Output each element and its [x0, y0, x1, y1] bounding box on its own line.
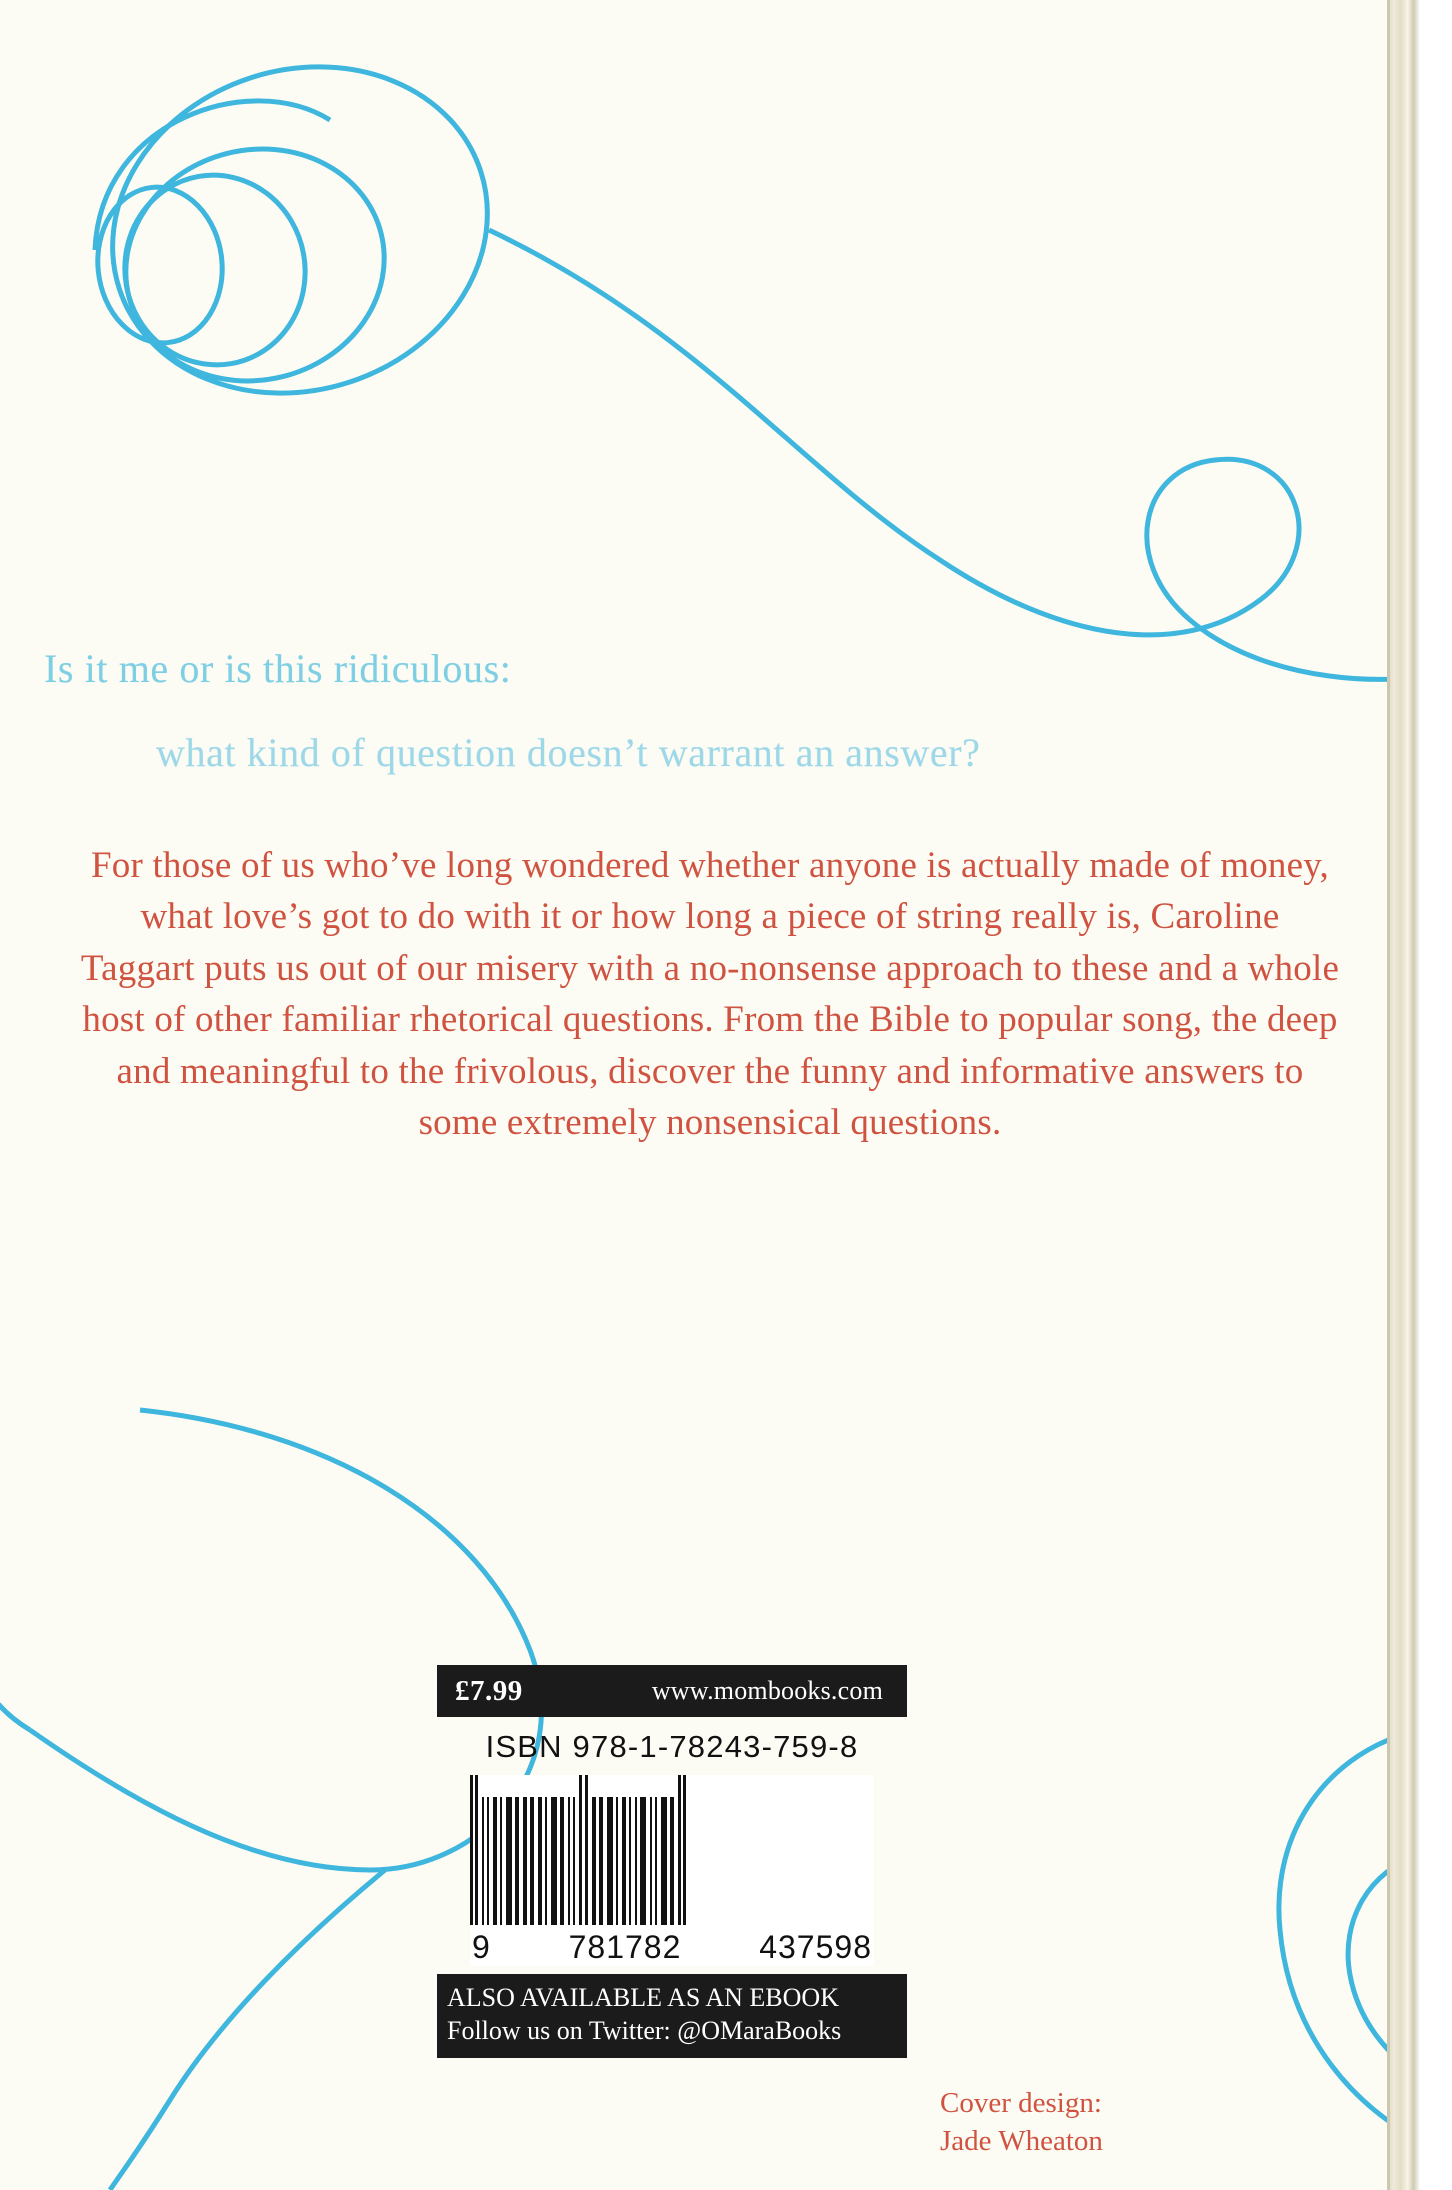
headline: [0, 640, 1300, 782]
price-bar: [437, 1665, 907, 1717]
decorative-swirl-top-icon: [0, 0, 1420, 720]
barcode-digit-right: 437598: [759, 1929, 872, 1965]
isbn-label: ISBN 978-1-78243-759-8: [485, 1729, 859, 1764]
publisher-website: www.mombooks.com: [651, 1676, 883, 1705]
headline-line-2: what kind of question doesn’t warrant an answer?: [156, 730, 981, 775]
barcode-bars: [470, 1775, 874, 1925]
page-edge-strip: [1388, 0, 1420, 2190]
barcode-image: [470, 1775, 874, 1966]
ebook-availability-line: ALSO AVAILABLE AS AN EBOOK: [447, 1983, 839, 2012]
barcode-digit-mid: 781782: [568, 1929, 682, 1965]
blurb-text: [80, 840, 1340, 1149]
cover-credit-line-2: Jade Wheaton: [940, 2124, 1103, 2157]
barcode-digits: [470, 1925, 874, 1966]
cover-credit-line-1: Cover design:: [940, 2087, 1102, 2119]
barcode-digit-left: 9: [472, 1929, 491, 1965]
price-label: £7.99: [455, 1674, 523, 1707]
ebook-bar: [437, 1974, 907, 2058]
page-edge-line: [1387, 0, 1390, 2190]
twitter-handle-line: Follow us on Twitter: @OMaraBooks: [447, 2016, 842, 2046]
headline-line-1: Is it me or is this ridiculous:: [44, 646, 512, 691]
cover-design-credit: [940, 2085, 1103, 2160]
blurb-paragraph: For those of us who’ve long wondered whether anyone is actually made of money, what love’s got to do with it or how long a piece of string really is, Caroline Taggart puts us out of our misery with a no-nonsense approach to these and a whole host of other familiar rhetorical questions. From the Bible to popular song, the deep and meaningful to the frivolous, discover the funny and informative answers to some extremely nonsensical questions.: [80, 845, 1340, 1144]
barcode-block: [437, 1665, 907, 2058]
